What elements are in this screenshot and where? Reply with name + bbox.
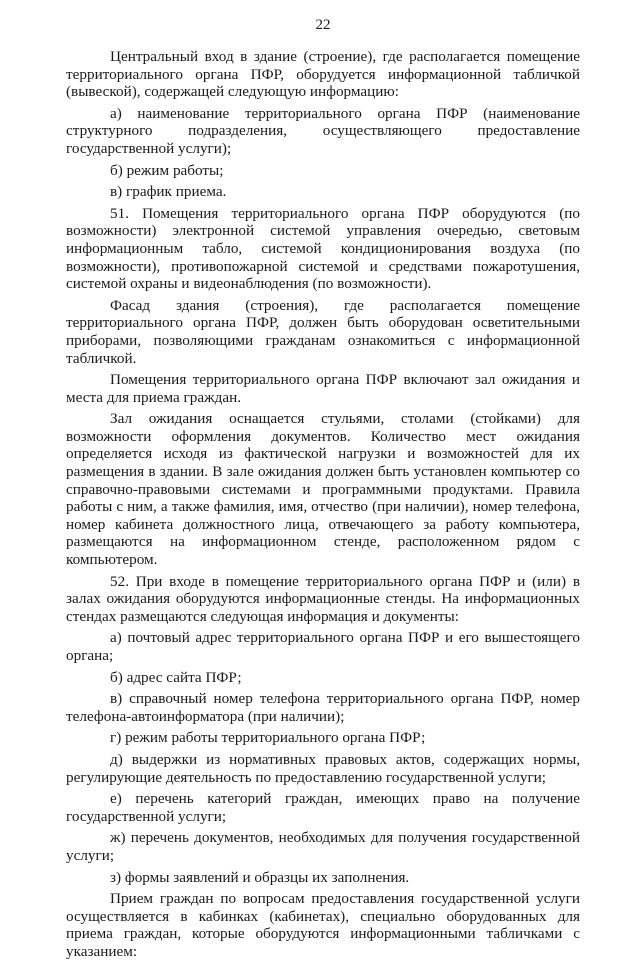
page-number: 22 — [315, 17, 331, 33]
paragraph-clause-52: 52. При входе в помещение территориального органа ПФР и (или) в залах ожидания оборудуются информационные стенды. На информационных стендах размещаются следующая информация и документы: — [66, 572, 580, 625]
paragraph-item-e-categories: е) перечень категорий граждан, имеющих право на получение государственной услуги; — [66, 790, 580, 825]
paragraph-item-a-name: а) наименование территориального органа ПФР (наименование структурного подразделения, осуществляющего предоставление государственной услуги); — [66, 104, 580, 157]
paragraph-clause-51: 51. Помещения территориального органа ПФР оборудуются (по возможности) электронной системой управления очередью, световым информационным табло, системой кондиционирования воздуха (по возможности), противопожарной системой и средствами пожаротушения, системой охраны и видеонаблюдения (по возможности). — [66, 204, 580, 293]
paragraph-reception: Прием граждан по вопросам предоставления государственной услуги осуществляется в кабинках (кабинетах), специально оборудованных для приема граждан, которые оборудуются информационными табличками с указанием: — [66, 890, 580, 960]
paragraph-item-a-address: а) почтовый адрес территориального органа ПФР и его вышестоящего органа; — [66, 629, 580, 664]
paragraph-item-zh-documents: ж) перечень документов, необходимых для получения государственной услуги; — [66, 829, 580, 864]
paragraph-item-v-phone: в) справочный номер телефона территориального органа ПФР, номер телефона-автоинформатора (при наличии); — [66, 690, 580, 725]
paragraph-item-z-forms: з) формы заявлений и образцы их заполнения. — [110, 868, 410, 886]
paragraph-waiting-hall: Зал ожидания оснащается стульями, столами (стойками) для возможности оформления документов. Количество мест ожидания определяется исходя из фактической нагрузки и возможностей для их размещения в здании. В зале ожидания должен быть установлен компьютер со справочно-правовыми системами и программными продуктами. Правила работы с ним, а также фамилия, имя, отчество (при наличии), номер телефона, номер кабинета должностного лица, отвечающего за работу компьютера, размещаются на информационном стенде, расположенном рядом с компьютером. — [66, 410, 580, 569]
paragraph-item-v-schedule: в) график приема. — [110, 183, 227, 201]
paragraph-item-g-hours: г) режим работы территориального органа ПФР; — [110, 729, 426, 747]
paragraph-item-d-excerpts: д) выдержки из нормативных правовых актов, содержащих нормы, регулирующие деятельность по предоставлению государственной услуги; — [66, 750, 580, 786]
document-body — [66, 48, 580, 961]
paragraph-item-b-site: б) адрес сайта ПФР; — [110, 668, 242, 686]
paragraph-facade: Фасад здания (строения), где располагается помещение территориального органа ПФР, должен быть оборудован осветительными приборами, позволяющими гражданам ознакомиться с информационной табличкой. — [66, 296, 580, 367]
paragraph-premises: Помещения территориального органа ПФР включают зал ожидания и места для приема граждан. — [66, 371, 580, 406]
paragraph-item-b-hours: б) режим работы; — [110, 161, 224, 179]
paragraph-entrance-sign: Центральный вход в здание (строение), где располагается помещение территориального органа ПФР, оборудуется информационной табличкой (вывеской), содержащей следующую информацию: — [66, 48, 580, 101]
